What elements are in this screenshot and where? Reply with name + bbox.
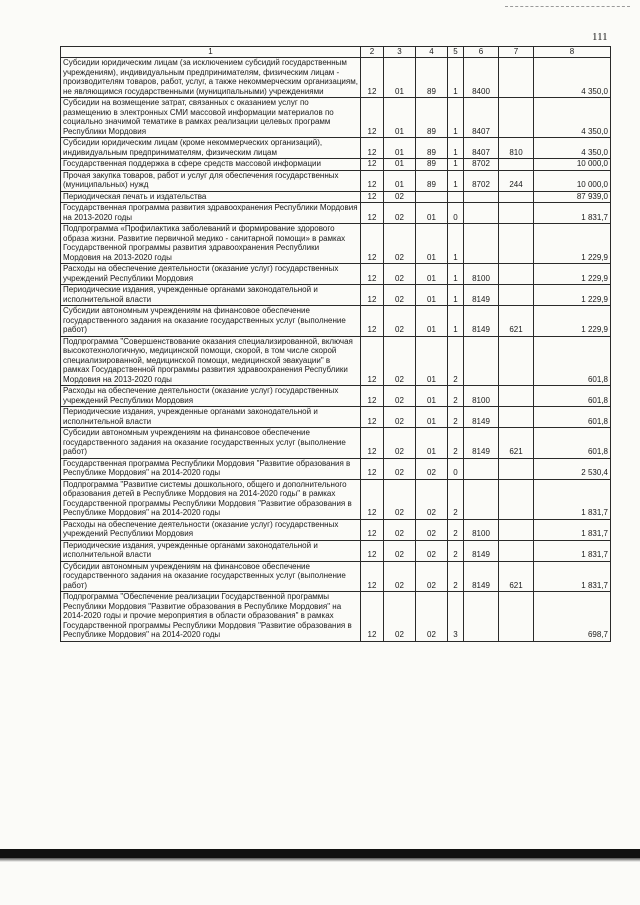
item-name: Субсидии юридическим лицам (кроме некоммерческих организаций), индивидуальным предпринимателям, физическим лицам xyxy=(61,138,361,159)
code-expense-type: 810 xyxy=(499,138,534,159)
amount: 1 229,9 xyxy=(534,306,611,337)
amount: 4 350,0 xyxy=(534,58,611,98)
table-row xyxy=(61,336,611,386)
code-section: 12 xyxy=(361,264,384,285)
code-expense-type xyxy=(499,58,534,98)
item-name: Субсидии автономным учреждениям на финансовое обеспечение государственного задания на оказание государственных услуг (выполнение работ) xyxy=(61,561,361,592)
item-name: Подпрограмма «Профилактика заболеваний и формирование здорового образа жизни. Развитие первичной медико - санитарной помощи» в рамках Государственной программы развития здравоохранения Республики Мордовия на 2013-2020 годы xyxy=(61,224,361,264)
code-program: 89 xyxy=(416,138,448,159)
code-subsection: 02 xyxy=(384,519,416,540)
code-program: 01 xyxy=(416,428,448,459)
code-section: 12 xyxy=(361,561,384,592)
table-row xyxy=(61,264,611,285)
table-row xyxy=(61,224,611,264)
code-program: 89 xyxy=(416,170,448,191)
code-program: 01 xyxy=(416,407,448,428)
item-name: Периодическая печать и издательства xyxy=(61,191,361,203)
code-expense-type xyxy=(499,592,534,642)
code-subprogram: 1 xyxy=(448,98,464,138)
code-expense-type xyxy=(499,285,534,306)
code-program: 89 xyxy=(416,159,448,171)
amount: 1 831,7 xyxy=(534,479,611,519)
code-target: 8407 xyxy=(464,138,499,159)
code-section: 12 xyxy=(361,336,384,386)
amount: 601,8 xyxy=(534,336,611,386)
code-target xyxy=(464,203,499,224)
code-subprogram: 2 xyxy=(448,540,464,561)
code-subsection: 01 xyxy=(384,159,416,171)
code-target xyxy=(464,458,499,479)
code-target: 8149 xyxy=(464,428,499,459)
item-name: Подпрограмма "Совершенствование оказания специализированной, включая высокотехнологичную, медицинской помощи, скорой, в том числе скорой специализированной, медицинской помощи, медицинской эвакуации" в рамках Государственной программы развития здравоохранения Республики Мордовия на 2013-2020 годы xyxy=(61,336,361,386)
table-row xyxy=(61,203,611,224)
code-subsection: 02 xyxy=(384,386,416,407)
table-row xyxy=(61,458,611,479)
code-expense-type xyxy=(499,98,534,138)
code-subsection: 02 xyxy=(384,407,416,428)
amount: 87 939,0 xyxy=(534,191,611,203)
table-row xyxy=(61,519,611,540)
code-program: 02 xyxy=(416,592,448,642)
amount: 1 229,9 xyxy=(534,264,611,285)
code-section: 12 xyxy=(361,203,384,224)
amount: 698,7 xyxy=(534,592,611,642)
code-subprogram: 1 xyxy=(448,285,464,306)
code-section: 12 xyxy=(361,407,384,428)
budget-table xyxy=(60,46,611,642)
code-expense-type xyxy=(499,336,534,386)
code-program: 02 xyxy=(416,479,448,519)
code-expense-type: 244 xyxy=(499,170,534,191)
column-header: 4 xyxy=(416,47,448,58)
amount: 1 831,7 xyxy=(534,203,611,224)
code-section: 12 xyxy=(361,170,384,191)
item-name: Субсидии автономным учреждениям на финансовое обеспечение государственного задания на оказание государственных услуг (выполнение работ) xyxy=(61,428,361,459)
table-row xyxy=(61,479,611,519)
code-subsection: 02 xyxy=(384,561,416,592)
table-header-row xyxy=(61,47,611,58)
code-subprogram: 1 xyxy=(448,264,464,285)
code-program: 89 xyxy=(416,98,448,138)
code-subprogram: 1 xyxy=(448,170,464,191)
code-subsection: 01 xyxy=(384,98,416,138)
code-program: 01 xyxy=(416,336,448,386)
code-program: 89 xyxy=(416,58,448,98)
code-target xyxy=(464,224,499,264)
code-subsection: 02 xyxy=(384,264,416,285)
item-name: Подпрограмма "Развитие системы дошкольного, общего и дополнительного образования детей в Республике Мордовия на 2014-2020 годы" в рамках Государственной программы Республики Мордовия "Развитие образования в Республике Мордовия" на 2014-2020 годы xyxy=(61,479,361,519)
code-expense-type xyxy=(499,407,534,428)
code-target: 8100 xyxy=(464,386,499,407)
code-expense-type xyxy=(499,159,534,171)
code-expense-type xyxy=(499,540,534,561)
scan-bottom-bar xyxy=(0,849,640,858)
code-expense-type xyxy=(499,519,534,540)
code-target: 8100 xyxy=(464,264,499,285)
code-target xyxy=(464,336,499,386)
code-target: 8100 xyxy=(464,519,499,540)
item-name: Субсидии юридическим лицам (за исключением субсидий государственным учреждениям), индивидуальным предпринимателям, физическим лицам - производителям товаров, работ, услуг, а также некоммерческим организациям, не являющимся государственными (муниципальными) учреждениями xyxy=(61,58,361,98)
code-subprogram: 2 xyxy=(448,407,464,428)
table-row xyxy=(61,306,611,337)
table-row xyxy=(61,170,611,191)
code-subsection: 02 xyxy=(384,191,416,203)
code-subprogram: 2 xyxy=(448,386,464,407)
code-subprogram xyxy=(448,191,464,203)
code-program xyxy=(416,191,448,203)
amount: 10 000,0 xyxy=(534,159,611,171)
amount: 601,8 xyxy=(534,407,611,428)
item-name: Периодические издания, учрежденные органами законодательной и исполнительной власти xyxy=(61,540,361,561)
code-subprogram: 1 xyxy=(448,224,464,264)
amount: 601,8 xyxy=(534,428,611,459)
code-target: 8407 xyxy=(464,98,499,138)
table-row xyxy=(61,407,611,428)
code-target xyxy=(464,191,499,203)
code-subprogram: 2 xyxy=(448,561,464,592)
column-header: 5 xyxy=(448,47,464,58)
table-row xyxy=(61,428,611,459)
column-header: 6 xyxy=(464,47,499,58)
code-program: 01 xyxy=(416,224,448,264)
item-name: Государственная программа Республики Мордовия "Развитие образования в Республике Мордовия" на 2014-2020 годы xyxy=(61,458,361,479)
code-section: 12 xyxy=(361,224,384,264)
amount: 1 831,7 xyxy=(534,561,611,592)
amount: 2 530,4 xyxy=(534,458,611,479)
amount: 601,8 xyxy=(534,386,611,407)
code-expense-type: 621 xyxy=(499,428,534,459)
item-name: Государственная поддержка в сфере средств массовой информации xyxy=(61,159,361,171)
code-section: 12 xyxy=(361,519,384,540)
code-expense-type: 621 xyxy=(499,306,534,337)
table-row xyxy=(61,191,611,203)
code-section: 12 xyxy=(361,191,384,203)
code-program: 01 xyxy=(416,285,448,306)
column-header: 8 xyxy=(534,47,611,58)
amount: 10 000,0 xyxy=(534,170,611,191)
code-section: 12 xyxy=(361,138,384,159)
table-row xyxy=(61,561,611,592)
code-program: 01 xyxy=(416,264,448,285)
code-target: 8702 xyxy=(464,159,499,171)
code-section: 12 xyxy=(361,458,384,479)
code-subsection: 01 xyxy=(384,170,416,191)
item-name: Субсидии на возмещение затрат, связанных с оказанием услуг по размещению в электронных СМИ массовой информации материалов по социально значимой тематике в рамках реализации целевых программ Республики Мордовия xyxy=(61,98,361,138)
code-target: 8149 xyxy=(464,306,499,337)
code-subsection: 02 xyxy=(384,306,416,337)
scan-bottom-shadow xyxy=(0,858,640,862)
amount: 1 229,9 xyxy=(534,224,611,264)
code-program: 01 xyxy=(416,306,448,337)
code-expense-type: 621 xyxy=(499,561,534,592)
code-target: 8149 xyxy=(464,285,499,306)
code-expense-type xyxy=(499,458,534,479)
code-subprogram: 2 xyxy=(448,428,464,459)
code-section: 12 xyxy=(361,592,384,642)
column-header: 2 xyxy=(361,47,384,58)
code-subprogram: 0 xyxy=(448,203,464,224)
code-program: 01 xyxy=(416,203,448,224)
code-subsection: 02 xyxy=(384,203,416,224)
code-subprogram: 1 xyxy=(448,159,464,171)
item-name: Расходы на обеспечение деятельности (оказание услуг) государственных учреждений Республики Мордовия xyxy=(61,386,361,407)
amount: 1 229,9 xyxy=(534,285,611,306)
code-target: 8400 xyxy=(464,58,499,98)
item-name: Расходы на обеспечение деятельности (оказание услуг) государственных учреждений Республики Мордовия xyxy=(61,264,361,285)
code-program: 02 xyxy=(416,561,448,592)
code-subsection: 02 xyxy=(384,479,416,519)
code-expense-type xyxy=(499,479,534,519)
column-header: 7 xyxy=(499,47,534,58)
table-row xyxy=(61,98,611,138)
code-subprogram: 1 xyxy=(448,138,464,159)
code-subprogram: 1 xyxy=(448,58,464,98)
table-row xyxy=(61,592,611,642)
code-section: 12 xyxy=(361,58,384,98)
amount: 4 350,0 xyxy=(534,98,611,138)
amount: 1 831,7 xyxy=(534,540,611,561)
item-name: Государственная программа развития здравоохранения Республики Мордовия на 2013-2020 годы xyxy=(61,203,361,224)
code-expense-type xyxy=(499,264,534,285)
code-section: 12 xyxy=(361,540,384,561)
code-expense-type xyxy=(499,191,534,203)
code-expense-type xyxy=(499,224,534,264)
code-section: 12 xyxy=(361,285,384,306)
scan-edge-marks xyxy=(505,6,630,11)
code-subsection: 02 xyxy=(384,540,416,561)
code-section: 12 xyxy=(361,306,384,337)
code-subprogram: 2 xyxy=(448,479,464,519)
code-subprogram: 2 xyxy=(448,519,464,540)
code-program: 01 xyxy=(416,386,448,407)
code-target: 8149 xyxy=(464,540,499,561)
table-row xyxy=(61,285,611,306)
code-section: 12 xyxy=(361,98,384,138)
code-subsection: 01 xyxy=(384,58,416,98)
code-program: 02 xyxy=(416,458,448,479)
code-section: 12 xyxy=(361,159,384,171)
code-section: 12 xyxy=(361,386,384,407)
code-program: 02 xyxy=(416,540,448,561)
code-subprogram: 2 xyxy=(448,336,464,386)
table-row xyxy=(61,386,611,407)
code-subprogram: 1 xyxy=(448,306,464,337)
code-subprogram: 3 xyxy=(448,592,464,642)
code-subsection: 02 xyxy=(384,336,416,386)
item-name: Прочая закупка товаров, работ и услуг для обеспечения государственных (муниципальных) нужд xyxy=(61,170,361,191)
item-name: Субсидии автономным учреждениям на финансовое обеспечение государственного задания на оказание государственных услуг (выполнение работ) xyxy=(61,306,361,337)
table-body xyxy=(61,58,611,642)
table-row xyxy=(61,138,611,159)
code-target: 8702 xyxy=(464,170,499,191)
code-subprogram: 0 xyxy=(448,458,464,479)
page-number: 111 xyxy=(592,31,608,43)
code-subsection: 01 xyxy=(384,138,416,159)
code-target xyxy=(464,479,499,519)
code-target: 8149 xyxy=(464,561,499,592)
amount: 4 350,0 xyxy=(534,138,611,159)
item-name: Периодические издания, учрежденные органами законодательной и исполнительной власти xyxy=(61,285,361,306)
column-header: 3 xyxy=(384,47,416,58)
code-expense-type xyxy=(499,203,534,224)
code-subsection: 02 xyxy=(384,458,416,479)
code-section: 12 xyxy=(361,479,384,519)
code-subsection: 02 xyxy=(384,285,416,306)
table-row xyxy=(61,540,611,561)
amount: 1 831,7 xyxy=(534,519,611,540)
code-target: 8149 xyxy=(464,407,499,428)
item-name: Подпрограмма "Обеспечение реализации Государственной программы Республики Мордовия "Развитие образования в Республике Мордовия" на 2014-2020 годы и прочие мероприятия в области образования" в рамках Государственной программы Республики Мордовия "Развитие образования в Республике Мордовия" на 2014-2020 годы xyxy=(61,592,361,642)
code-expense-type xyxy=(499,386,534,407)
code-subsection: 02 xyxy=(384,592,416,642)
item-name: Расходы на обеспечение деятельности (оказание услуг) государственных учреждений Республики Мордовия xyxy=(61,519,361,540)
code-subsection: 02 xyxy=(384,428,416,459)
item-name: Периодические издания, учрежденные органами законодательной и исполнительной власти xyxy=(61,407,361,428)
column-header: 1 xyxy=(61,47,361,58)
table-row xyxy=(61,58,611,98)
code-target xyxy=(464,592,499,642)
code-program: 02 xyxy=(416,519,448,540)
code-subsection: 02 xyxy=(384,224,416,264)
code-section: 12 xyxy=(361,428,384,459)
table-row xyxy=(61,159,611,171)
